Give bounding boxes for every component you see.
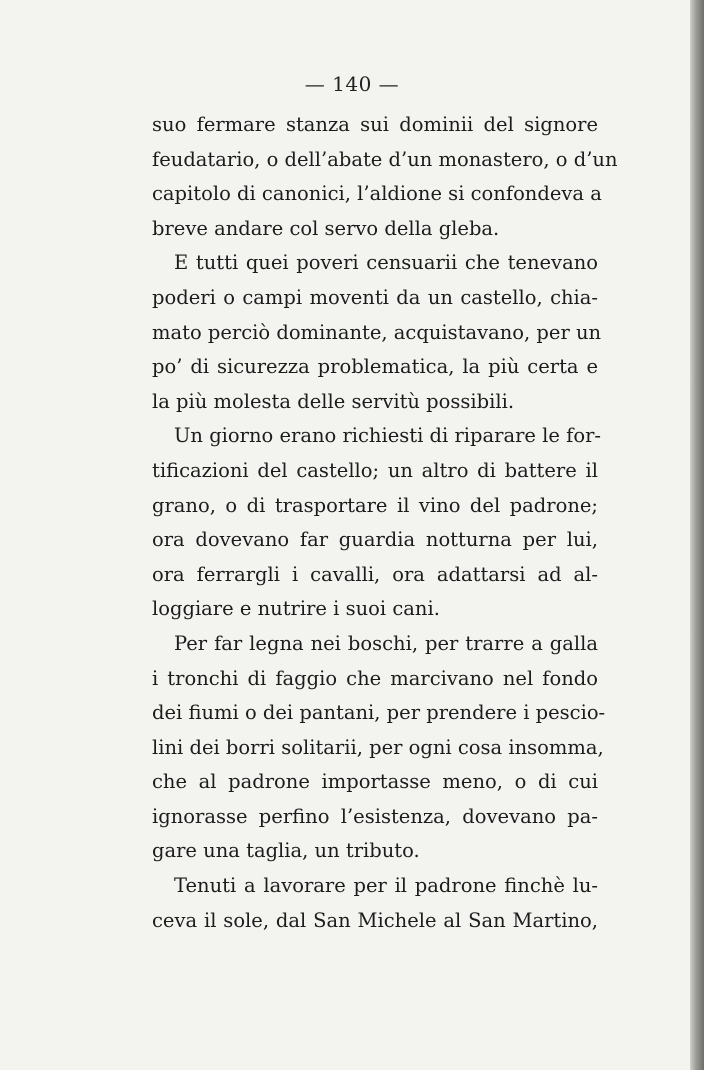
text-line: Per far legna nei boschi, per trarre a galla [174, 631, 598, 655]
text-line: E tutti quei poveri censuarii che tenevano [174, 251, 598, 275]
text-line: i tronchi di faggio che marcivano nel fondo [152, 666, 598, 690]
paragraph [152, 246, 602, 419]
text-line: capitolo di canonici, l’aldione si confondeva a [152, 182, 602, 206]
text-line: loggiare e nutrire i suoi cani. [152, 597, 440, 621]
text-line: ora ferrargli i cavalli, ora adattarsi ad al- [152, 562, 598, 586]
text-line: Un giorno erano richiesti di riparare le for- [174, 424, 601, 448]
body-text [152, 108, 618, 938]
text-line: grano, o di trasportare il vino del padrone; [152, 493, 598, 517]
text-line: tificazioni del castello; un altro di battere il [152, 458, 598, 482]
book-spine-shadow [690, 0, 704, 1070]
text-line: dei fiumi o dei pantani, per prendere i pescio- [152, 701, 606, 725]
text-line: feudatario, o dell’abate d’un monastero, o d’un [152, 147, 618, 171]
text-line: ora dovevano far guardia notturna per lui, [152, 528, 598, 552]
text-line: la più molesta delle servitù possibili. [152, 389, 515, 413]
text-line: Tenuti a lavorare per il padrone finchè lu- [174, 874, 598, 898]
text-line: ceva il sole, dal San Michele al San Martino, [152, 908, 598, 932]
paragraph [152, 108, 618, 246]
text-line: ignorasse perfino l’esistenza, dovevano pa- [152, 804, 598, 828]
text-line: poderi o campi moventi da un castello, chia- [152, 285, 598, 309]
text-line: gare una taglia, un tributo. [152, 839, 420, 863]
text-line: breve andare col servo della gleba. [152, 216, 500, 240]
paragraph [152, 627, 606, 869]
text-line: po’ di sicurezza problematica, la più certa e [152, 355, 598, 379]
paragraph [152, 869, 598, 938]
text-line: suo fermare stanza sui dominii del signore [152, 113, 598, 136]
text-line: che al padrone importasse meno, o di cui [152, 770, 598, 794]
page-number: — 140 — [304, 72, 400, 96]
paragraph [152, 419, 601, 627]
text-line: mato perciò dominante, acquistavano, per un [152, 320, 602, 344]
text-line: lini dei borri solitarii, per ogni cosa insomma, [152, 735, 604, 759]
